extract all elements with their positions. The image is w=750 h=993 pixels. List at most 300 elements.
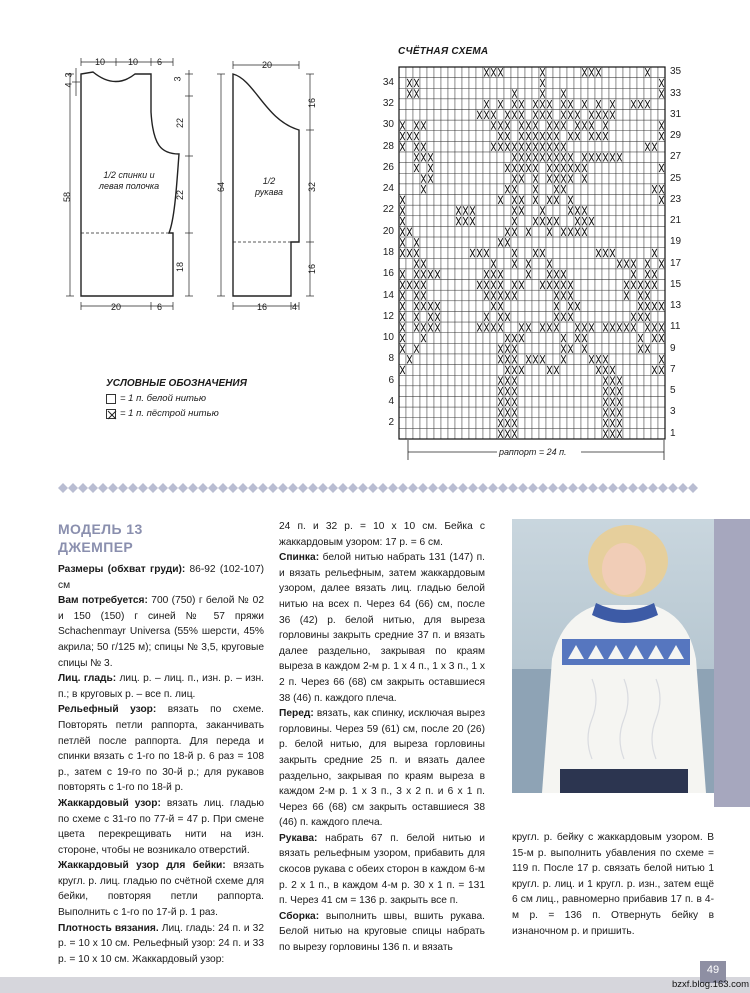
chart-cell	[553, 354, 560, 365]
chart-cell	[441, 88, 448, 99]
chart-cell	[420, 205, 427, 216]
chart-cell	[574, 195, 581, 206]
chart-cell	[539, 407, 546, 418]
chart-cell	[581, 269, 588, 280]
chart-cell	[476, 237, 483, 248]
chart-cell	[581, 131, 588, 142]
row-number: 22	[382, 204, 394, 216]
chart-cell	[497, 163, 504, 174]
chart-cell	[448, 99, 455, 110]
paragraph-heading: Вам потребуется:	[58, 595, 148, 607]
chart-cell	[539, 226, 546, 237]
chart-cell	[637, 375, 644, 386]
chart-cell	[455, 120, 462, 131]
chart-cell	[420, 375, 427, 386]
chart-cell	[581, 280, 588, 291]
chart-cell	[567, 258, 574, 269]
chart-cell	[574, 428, 581, 439]
chart-cell	[413, 418, 420, 429]
chart-cell	[434, 290, 441, 301]
chart-cell	[644, 184, 651, 195]
chart-cell	[560, 67, 567, 78]
row-number: 20	[382, 225, 394, 237]
chart-cell	[616, 173, 623, 184]
chart-cell	[651, 343, 658, 354]
chart-cell	[623, 110, 630, 121]
chart-cell	[630, 428, 637, 439]
chart-cell	[637, 407, 644, 418]
chart-cell	[630, 205, 637, 216]
chart-cell	[644, 173, 651, 184]
chart-cell	[602, 237, 609, 248]
chart-cell	[455, 290, 462, 301]
chart-cell	[532, 205, 539, 216]
chart-cell	[455, 333, 462, 344]
chart-cell	[476, 269, 483, 280]
row-number: 31	[670, 108, 682, 120]
chart-cell	[588, 163, 595, 174]
chart-cell	[637, 195, 644, 206]
chart-cell	[525, 67, 532, 78]
chart-cell	[637, 258, 644, 269]
chart-cell	[427, 375, 434, 386]
chart-cell	[581, 184, 588, 195]
chart-cell	[413, 195, 420, 206]
row-number: 9	[670, 342, 676, 354]
chart-cell	[525, 88, 532, 99]
chart-cell	[581, 237, 588, 248]
chart-cell	[504, 258, 511, 269]
chart-cell	[434, 110, 441, 121]
chart-cell	[462, 322, 469, 333]
chart-cell	[623, 311, 630, 322]
chart-cell	[623, 428, 630, 439]
chart-cell	[630, 216, 637, 227]
text-column-3	[512, 830, 714, 939]
chart-cell	[644, 407, 651, 418]
chart-cell	[406, 322, 413, 333]
chart-cell	[532, 322, 539, 333]
row-number: 17	[670, 257, 682, 269]
chart-cell	[504, 99, 511, 110]
chart-cell	[560, 258, 567, 269]
row-number: 1	[670, 427, 676, 439]
paragraph	[279, 706, 485, 831]
chart-cell	[658, 428, 665, 439]
chart-cell	[595, 163, 602, 174]
chart-cell	[462, 333, 469, 344]
chart-cell	[413, 365, 420, 376]
chart-cell	[490, 354, 497, 365]
chart-cell	[567, 269, 574, 280]
chart-cell	[448, 333, 455, 344]
chart-cell	[658, 248, 665, 259]
chart-cell	[455, 248, 462, 259]
chart-cell	[581, 141, 588, 152]
chart-cell	[567, 333, 574, 344]
chart-cell	[644, 195, 651, 206]
chart-cell	[532, 407, 539, 418]
chart-cell	[602, 290, 609, 301]
chart-cell	[476, 205, 483, 216]
row-number: 14	[382, 289, 394, 301]
chart-cell	[567, 78, 574, 89]
chart-cell	[448, 258, 455, 269]
chart-cell	[434, 248, 441, 259]
chart-cell	[637, 269, 644, 280]
chart-cell	[511, 311, 518, 322]
chart-cell	[525, 237, 532, 248]
chart-cell	[581, 407, 588, 418]
chart-cell	[574, 386, 581, 397]
knitting-chart-grid	[398, 66, 666, 440]
chart-cell	[462, 396, 469, 407]
chart-cell	[553, 258, 560, 269]
chart-cell	[434, 67, 441, 78]
chart-cell	[574, 78, 581, 89]
repeat-label: раппорт = 24 п.	[499, 447, 567, 457]
chart-cell	[476, 226, 483, 237]
chart-cell	[483, 418, 490, 429]
chart-cell	[448, 163, 455, 174]
chart-cell	[469, 322, 476, 333]
paragraph	[279, 519, 485, 550]
chart-cell	[483, 301, 490, 312]
chart-cell	[532, 280, 539, 291]
chart-cell	[623, 88, 630, 99]
chart-cell	[448, 343, 455, 354]
chart-cell	[455, 375, 462, 386]
chart-cell	[630, 333, 637, 344]
chart-cell	[441, 195, 448, 206]
chart-cell	[623, 152, 630, 163]
chart-cell	[483, 258, 490, 269]
paragraph-heading: Сборка:	[279, 910, 320, 922]
chart-cell	[581, 110, 588, 121]
chart-cell	[567, 216, 574, 227]
chart-cell	[539, 396, 546, 407]
chart-cell	[595, 301, 602, 312]
paragraph-text: выполнить швы, вшить рукава. Белой нитью на круговые спицы набрать по вырезу горловины 136 п. и вязать	[279, 910, 485, 954]
chart-cell	[525, 375, 532, 386]
paragraph-text: 24 п. и 32 р. = 10 х 10 см. Бейка с жаккардовым узором: 17 р. = 6 см.	[279, 521, 485, 548]
chart-cell	[441, 269, 448, 280]
chart-cell	[441, 407, 448, 418]
chart-cell	[406, 301, 413, 312]
chart-cell	[532, 88, 539, 99]
row-number: 3	[670, 406, 676, 418]
chart-cell	[511, 322, 518, 333]
chart-cell	[406, 290, 413, 301]
paragraph-text: кругл. р. бейку с жаккардовым узором. В 15-м р. выполнить убавления по схеме = 119 п. После 17 р. связать белой нитью 1 кругл. р. лиц. и 1 кругл. р. изн., затем ещё 6 см лиц., равномерно прибавив 17 п. в 4-м р. = 136 п. Отвернуть бейку в изнаночном р. и пришить.	[512, 832, 714, 937]
chart-cell	[581, 88, 588, 99]
chart-cell	[574, 67, 581, 78]
chart-cell	[483, 333, 490, 344]
chart-cell	[490, 173, 497, 184]
chart-cell	[595, 396, 602, 407]
chart-cell	[469, 290, 476, 301]
chart-cell	[609, 333, 616, 344]
chart-cell	[630, 407, 637, 418]
chart-cell	[469, 67, 476, 78]
chart-cell	[553, 78, 560, 89]
chart-cell	[644, 205, 651, 216]
chart-cell	[399, 386, 406, 397]
paragraph-heading: Рельефный узор:	[58, 704, 157, 716]
chart-cell	[623, 226, 630, 237]
chart-cell	[490, 333, 497, 344]
chart-cell	[406, 365, 413, 376]
paragraph-text: набрать 67 п. белой нитью и вязать рельефным узором, прибавить для скосов рукава с обеих сторон в каждом 6-м р. 2 х 1 п., в каждом 4-м р. 30 х 1 п. = 131 п. Через 41 см = 136 р. закрыть все п.	[279, 832, 485, 907]
chart-cell	[448, 354, 455, 365]
chart-cell	[602, 195, 609, 206]
chart-cell	[462, 386, 469, 397]
side-color-block	[714, 519, 750, 807]
chart-cell	[434, 396, 441, 407]
chart-cell	[609, 226, 616, 237]
row-number: 2	[388, 417, 394, 429]
chart-cell	[630, 78, 637, 89]
chart-cell	[476, 78, 483, 89]
chart-cell	[448, 152, 455, 163]
chart-cell	[637, 67, 644, 78]
chart-cell	[420, 163, 427, 174]
chart-cell	[406, 311, 413, 322]
dim-back-18: 18	[175, 261, 186, 273]
chart-cell	[595, 269, 602, 280]
chart-cell	[588, 301, 595, 312]
chart-cell	[658, 67, 665, 78]
chart-cell	[420, 418, 427, 429]
chart-cell	[504, 322, 511, 333]
chart-cell	[560, 375, 567, 386]
chart-cell	[546, 88, 553, 99]
legend-white-text: = 1 п. белой нитью	[120, 393, 207, 404]
chart-cell	[483, 375, 490, 386]
chart-cell	[427, 78, 434, 89]
chart-cell	[399, 258, 406, 269]
chart-cell	[406, 269, 413, 280]
chart-cell	[399, 78, 406, 89]
chart-cell	[511, 131, 518, 142]
chart-cell	[420, 311, 427, 322]
chart-cell	[497, 365, 504, 376]
chart-cell	[441, 343, 448, 354]
chart-cell	[567, 120, 574, 131]
chart-cell	[441, 386, 448, 397]
chart-cell	[651, 78, 658, 89]
chart-cell	[504, 152, 511, 163]
chart-cell	[567, 365, 574, 376]
chart-cell	[623, 407, 630, 418]
chart-cell	[609, 269, 616, 280]
chart-cell	[406, 418, 413, 429]
chart-cell	[455, 269, 462, 280]
chart-cell	[476, 354, 483, 365]
chart-cell	[644, 333, 651, 344]
chart-cell	[637, 78, 644, 89]
chart-cell	[595, 290, 602, 301]
chart-cell	[483, 141, 490, 152]
chart-cell	[595, 333, 602, 344]
chart-cell	[476, 173, 483, 184]
chart-cell	[616, 131, 623, 142]
chart-cell	[441, 67, 448, 78]
chart-cell	[427, 418, 434, 429]
chart-cell	[574, 418, 581, 429]
chart-cell	[553, 375, 560, 386]
chart-cell	[560, 205, 567, 216]
dim-back-left-top2: 3	[63, 72, 74, 78]
chart-cell	[413, 428, 420, 439]
chart-cell	[469, 354, 476, 365]
chart-cell	[448, 226, 455, 237]
chart-cell	[469, 184, 476, 195]
chart-cell	[490, 99, 497, 110]
chart-cell	[574, 237, 581, 248]
chart-cell	[441, 205, 448, 216]
chart-cell	[455, 195, 462, 206]
dim-back-bottom2: 6	[157, 302, 163, 312]
chart-cell	[560, 237, 567, 248]
chart-cell	[434, 226, 441, 237]
chart-cell	[637, 396, 644, 407]
chart-cell	[441, 152, 448, 163]
chart-cell	[609, 195, 616, 206]
chart-cell	[581, 354, 588, 365]
chart-cell	[651, 195, 658, 206]
chart-cell	[658, 237, 665, 248]
chart-cell	[567, 237, 574, 248]
chart-cell	[658, 290, 665, 301]
chart-cell	[553, 110, 560, 121]
chart-cell	[476, 311, 483, 322]
chart-cell	[420, 365, 427, 376]
chart-cell	[406, 120, 413, 131]
chart-cell	[441, 173, 448, 184]
chart-cell	[448, 237, 455, 248]
chart-cell	[427, 365, 434, 376]
chart-cell	[602, 163, 609, 174]
chart-cell	[406, 333, 413, 344]
chart-cell	[609, 78, 616, 89]
chart-cell	[581, 365, 588, 376]
chart-cell	[448, 386, 455, 397]
row-number: 25	[670, 172, 682, 184]
chart-cell	[441, 365, 448, 376]
chart-cell	[406, 375, 413, 386]
chart-cell	[616, 67, 623, 78]
chart-cell	[490, 386, 497, 397]
chart-cell	[420, 396, 427, 407]
chart-cell	[434, 407, 441, 418]
chart-cell	[574, 184, 581, 195]
chart-cell	[497, 173, 504, 184]
chart-cell	[567, 184, 574, 195]
chart-cell	[658, 152, 665, 163]
chart-cell	[567, 88, 574, 99]
chart-cell	[469, 99, 476, 110]
chart-cell	[532, 226, 539, 237]
chart-cell	[504, 248, 511, 259]
chart-cell	[490, 396, 497, 407]
chart-cell	[623, 141, 630, 152]
chart-cell	[644, 78, 651, 89]
chart-cell	[399, 354, 406, 365]
chart-cell	[420, 195, 427, 206]
chart-cell	[616, 290, 623, 301]
chart-cell	[434, 195, 441, 206]
chart-cell	[630, 290, 637, 301]
paragraph	[58, 858, 264, 920]
chart-cell	[602, 226, 609, 237]
chart-cell	[483, 88, 490, 99]
chart-cell	[518, 290, 525, 301]
chart-cell	[420, 131, 427, 142]
chart-cell	[504, 88, 511, 99]
chart-cell	[427, 131, 434, 142]
chart-cell	[490, 78, 497, 89]
chart-cell	[497, 205, 504, 216]
chart-cell	[532, 78, 539, 89]
chart-cell	[609, 163, 616, 174]
chart-cell	[560, 365, 567, 376]
chart-cell	[539, 195, 546, 206]
chart-cell	[462, 78, 469, 89]
chart-cell	[560, 322, 567, 333]
row-number: 29	[670, 130, 682, 142]
chart-cell	[553, 88, 560, 99]
chart-cell	[637, 163, 644, 174]
chart-cell	[651, 110, 658, 121]
chart-cell	[588, 375, 595, 386]
chart-cell	[399, 428, 406, 439]
chart-cell	[553, 428, 560, 439]
chart-cell	[525, 99, 532, 110]
chart-cell	[644, 396, 651, 407]
chart-cell	[560, 301, 567, 312]
chart-cell	[399, 184, 406, 195]
chart-cell	[532, 269, 539, 280]
chart-cell	[525, 205, 532, 216]
chart-cell	[553, 343, 560, 354]
text-column-2	[279, 519, 485, 956]
watermark-text: bzxf.blog.163.com	[672, 979, 750, 990]
chart-cell	[553, 396, 560, 407]
chart-cell	[658, 173, 665, 184]
chart-cell	[462, 258, 469, 269]
chart-cell	[455, 280, 462, 291]
chart-cell	[441, 184, 448, 195]
chart-cell	[441, 280, 448, 291]
chart-cell	[546, 67, 553, 78]
chart-cell	[630, 375, 637, 386]
paragraph	[58, 671, 264, 702]
chart-cell	[448, 280, 455, 291]
chart-cell	[469, 163, 476, 174]
chart-cell	[434, 184, 441, 195]
chart-cell	[441, 237, 448, 248]
chart-cell	[539, 269, 546, 280]
chart-cell	[539, 428, 546, 439]
chart-cell	[623, 386, 630, 397]
chart-cell	[532, 290, 539, 301]
chart-cell	[588, 269, 595, 280]
chart-cell	[483, 226, 490, 237]
chart-cell	[490, 365, 497, 376]
chart-cell	[455, 418, 462, 429]
chart-cell	[546, 386, 553, 397]
